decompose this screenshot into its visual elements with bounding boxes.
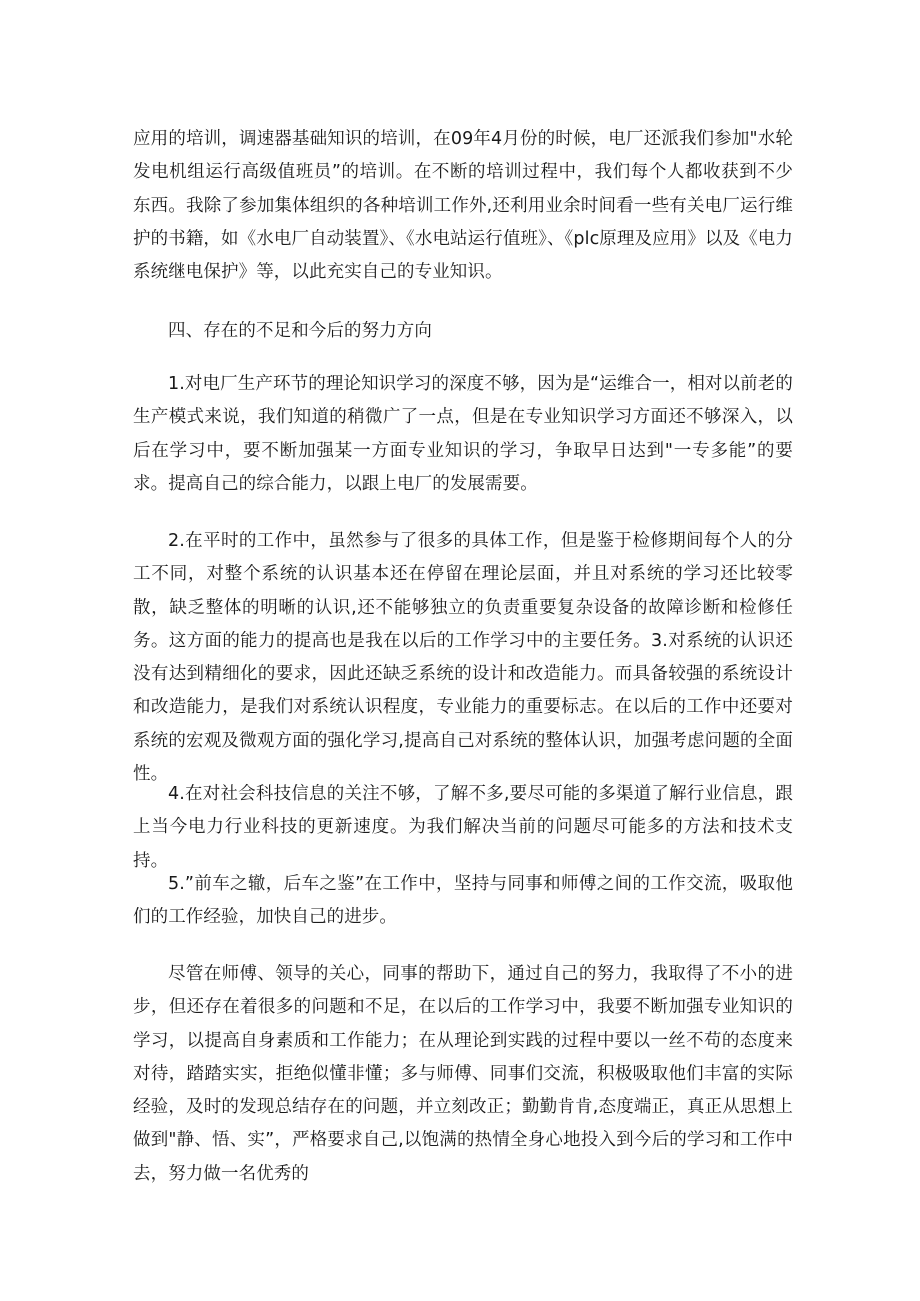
paragraph-item-2: 2.在平时的工作中，虽然参与了很多的具体工作，但是鉴于检修期间每个人的分工不同，对整个系统的认识基本还在停留在理论层面，并且对系统的学习还比较零散，缺乏整体的明晰的认识,还不能够独立的负责重要复杂设备的故障诊断和检修任务。这方面的能力的提高也是我在以后的工作学习中的主要任务。3.对系统的认识还没有达到精细化的要求，因此还缺乏系统的设计和改造能力。而具备较强的系统设计和改造能力，是我们对系统认识程度，专业能力的重要标志。在以后的工作中还要对系统的宏观及微观方面的强化学习,提高自己对系统的整体认识，加强考虑问题的全面性。 bbox=[133, 531, 793, 785]
paragraph-conclusion: 尽管在师傅、领导的关心，同事的帮助下，通过自己的努力，我取得了不小的进步，但还存在着很多的问题和不足，在以后的工作学习中，我要不断加强专业知识的学习，以提高自身素质和工作能力；在从理论到实践的过程中要以一丝不苟的态度来对待，踏踏实实，拒绝似懂非懂；多与师傅、同事们交流，积极吸取他们丰富的实际经验，及时的发现总结存在的问题，并立刻改正；勤勤肯肯,态度端正，真正从思想上做到"静、悟、实”，严格要求自己,以饱满的热情全身心地投入到今后的学习和工作中去，努力做一名优秀的 bbox=[133, 964, 793, 1184]
paragraph-item-4: 4.在对社会科技信息的关注不够，了解不多,要尽可能的多渠道了解行业信息，跟上当今电力行业科技的更新速度。为我们解决当前的问题尽可能多的方法和技术支持。 bbox=[133, 784, 793, 871]
paragraph-training: 应用的培训，调速器基础知识的培训，在09年4月份的时候，电厂还派我们参加"水轮发电机组运行高级值班员”的培训。在不断的培训过程中，我们每个人都收获到不少东西。我除了参加集体组织的各种培训工作外,还利用业余时间看一些有关电厂运行维护的书籍，如《水电厂自动装置》、《水电站运行值班》、《plc原理及应用》以及《电力系统继电保护》等，以此充实自己的专业知识。 bbox=[133, 129, 793, 283]
paragraph-item-1: 1.对电厂生产环节的理论知识学习的深度不够，因为是“运维合一，相对以前老的生产模式来说，我们知道的稍微广了一点，但是在专业知识学习方面还不够深入，以后在学习中，要不断加强某一方面专业知识的学习，争取早日达到"一专多能”的要求。提高自己的综合能力，以跟上电厂的发展需要。 bbox=[133, 374, 793, 494]
section-heading-shortcomings: 四、存在的不足和今后的努力方向 bbox=[168, 321, 432, 341]
paragraph-item-5: 5.”前车之辙，后车之鉴”在工作中，坚持与同事和师傅之间的工作交流，吸取他们的工作经验，加快自己的进步。 bbox=[133, 874, 793, 928]
